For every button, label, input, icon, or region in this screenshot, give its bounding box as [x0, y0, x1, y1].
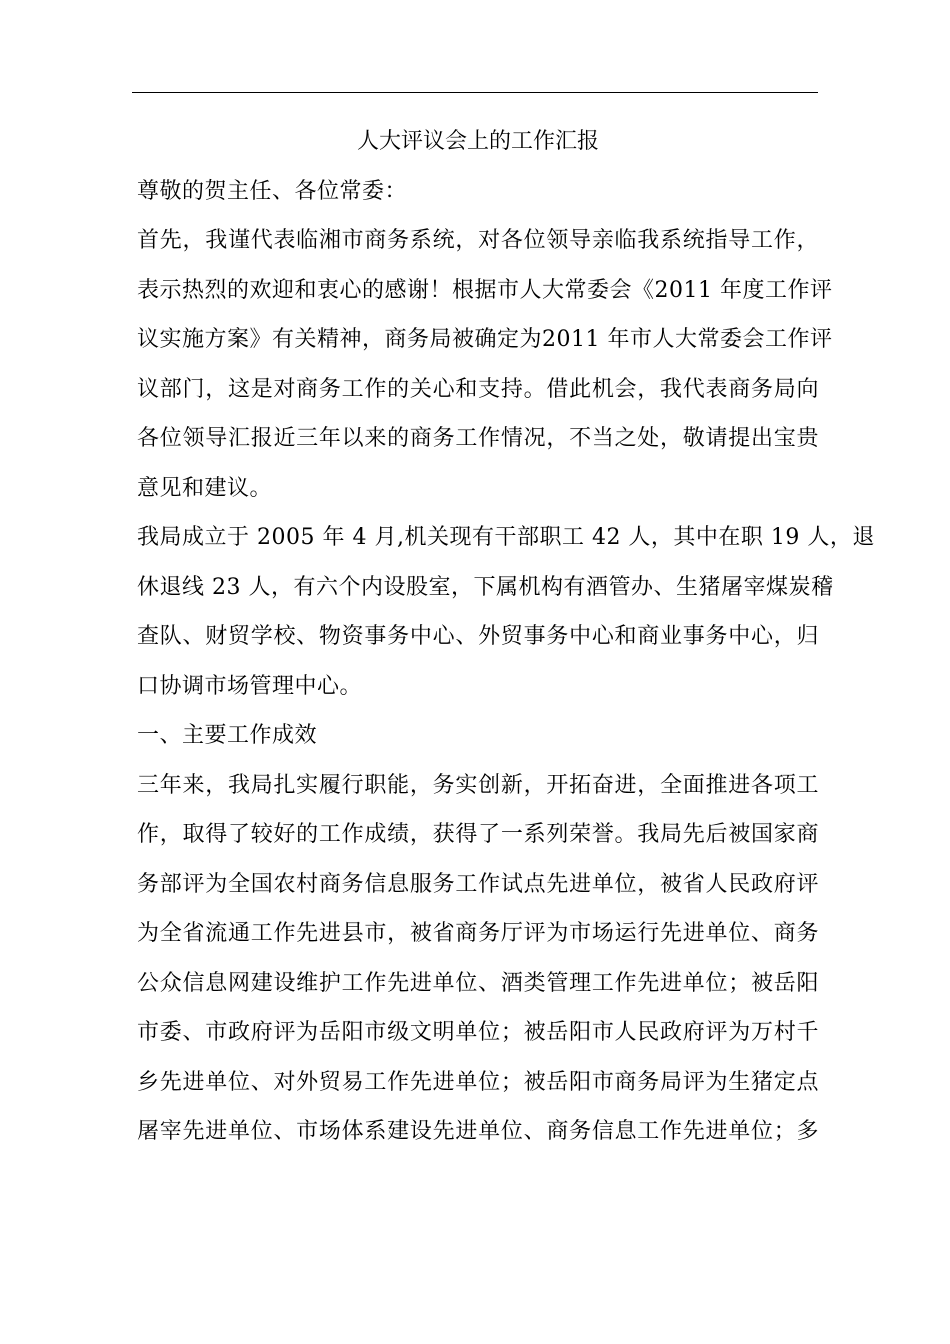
paragraph-line: 我局成立于 2005 年 4 月,机关现有干部职工 42 人，其中在职 19 人，退	[137, 525, 875, 550]
paragraph-line: 议实施方案》有关精神，商务局被确定为2011 年市人大常委会工作评	[137, 327, 833, 352]
paragraph-line: 公众信息网建设维护工作先进单位、酒类管理工作先进单位；被岳阳	[137, 970, 819, 996]
paragraph-line: 各位领导汇报近三年以来的商务工作情况，不当之处，敬请提出宝贵	[137, 426, 819, 451]
paragraph-line: 查队、财贸学校、物资事务中心、外贸事务中心和商业事务中心，归	[137, 624, 819, 649]
paragraph-line: 屠宰先进单位、市场体系建设先进单位、商务信息工作先进单位；多	[137, 1119, 819, 1144]
paragraph-bureau-info	[137, 513, 875, 711]
paragraph-line: 市委、市政府评为岳阳市级文明单位；被岳阳市人民政府评为万村千	[137, 1020, 819, 1045]
header-rule	[132, 92, 818, 93]
document-body	[137, 117, 875, 1157]
paragraph-line: 口协调市场管理中心。	[137, 673, 363, 699]
paragraph-line: 意见和建议。	[137, 475, 273, 501]
paragraph-line: 议部门，这是对商务工作的关心和支持。借此机会，我代表商务局向	[137, 376, 819, 402]
paragraph-line: 休退线 23 人，有六个内设股室，下属机构有酒管办、生猪屠宰煤炭稽	[137, 574, 834, 600]
paragraph-line: 表示热烈的欢迎和衷心的感谢！根据市人大常委会《2011 年度工作评	[137, 277, 833, 303]
section-heading-text: 一、主要工作成效	[137, 723, 318, 748]
paragraph-line: 乡先进单位、对外贸易工作先进单位；被岳阳市商务局评为生猪定点	[137, 1069, 819, 1095]
section-heading	[137, 711, 819, 761]
salutation: 尊敬的贺主任、各位常委：	[137, 178, 408, 204]
paragraph-intro	[137, 216, 833, 513]
paragraph-line: 三年来，我局扎实履行职能，务实创新，开拓奋进，全面推进各项工	[137, 772, 819, 798]
paragraph-line: 首先，我谨代表临湘市商务系统，对各位领导亲临我系统指导工作，	[137, 228, 819, 253]
paragraph-achievements	[137, 761, 819, 1157]
paragraph-line: 为全省流通工作先进县市，被省商务厅评为市场运行先进单位、商务	[137, 921, 819, 946]
paragraph-line: 务部评为全国农村商务信息服务工作试点先进单位，被省人民政府评	[137, 871, 819, 897]
document-title: 人大评议会上的工作汇报	[356, 129, 599, 154]
paragraph-line: 作，取得了较好的工作成绩，获得了一系列荣誉。我局先后被国家商	[137, 822, 819, 847]
